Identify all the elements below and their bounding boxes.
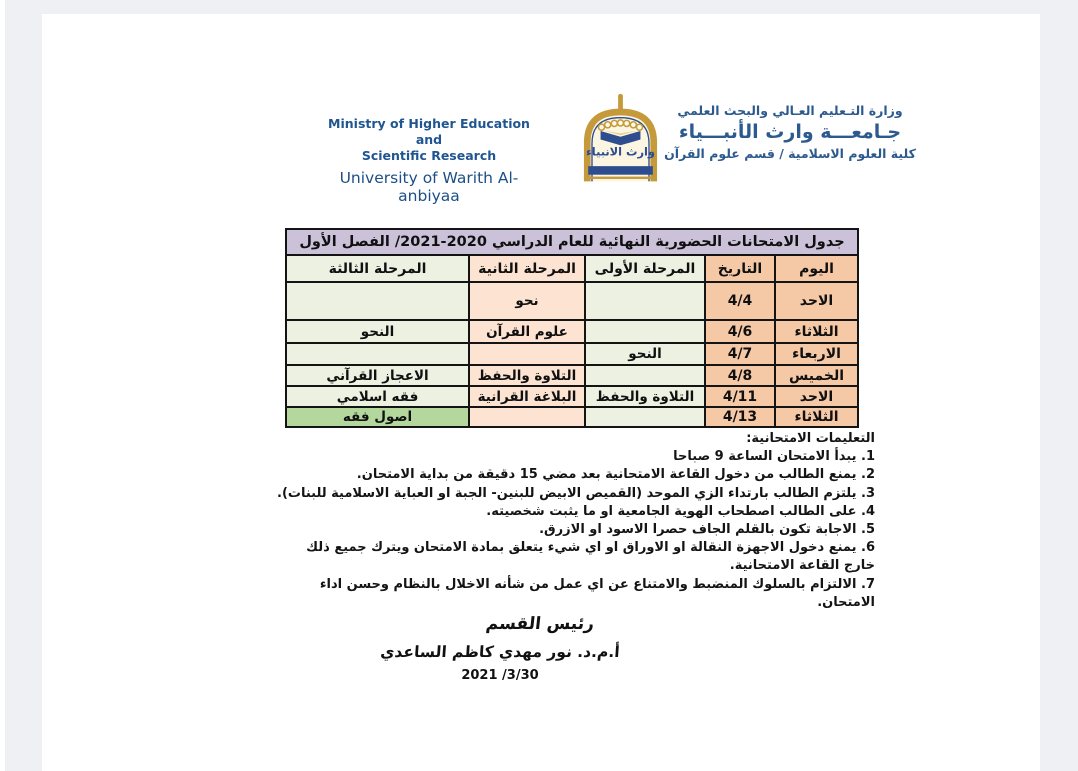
day-cell: الثلاثاء [775,320,858,343]
table-row [286,282,858,320]
day-cell: الثلاثاء [775,407,858,427]
header-english [314,116,544,205]
stage3-cell [286,343,469,365]
col-header-stage3: المرحلة الثالثة [286,255,469,282]
stage1-cell [585,320,705,343]
stage1-cell [585,282,705,320]
day-cell: الاحد [775,386,858,407]
table-row [286,365,858,386]
instruction-item: 1. يبدأ الامتحان الساعة 9 صباحا [673,449,875,465]
viewer-edge-strip [0,0,5,771]
instruction-item: 7. الالتزام بالسلوك المنضبط والامتناع عن اي عمل من شأنه الاخلال بالنظام وحسن اداء الامتحان. [319,576,875,610]
table-row [286,386,858,407]
stage2-cell [469,407,585,427]
date-cell: 4/13 [705,407,775,427]
stage3-cell: الاعجاز القرآني [286,365,469,386]
instruction-item: 2. يمنع الطالب من دخول القاعة الامتحانية بعد مضي 15 دقيقة من بداية الامتحان. [356,467,875,483]
instruction-item: 4. على الطالب اصطحاب الهوية الجامعية او ما يثبت شخصيته. [486,503,875,519]
stage1-cell: التلاوة والحفظ [585,386,705,407]
day-cell: الاحد [775,282,858,320]
stage3-cell [286,282,469,320]
ministry-name-en-line2: Scientific Research [361,148,497,163]
svg-text:وارث الانبياء: وارث الانبياء [585,144,656,159]
signature-block [380,614,620,683]
ministry-name-ar: وزارة التـعليم العـالي والبحث العلمي [677,103,903,118]
college-department-ar: كلية العلوم الاسلامية / قسم علوم القرآن [664,146,916,161]
instruction-item: 6. يمنع دخول الاجهزة النقالة او الاوراق او اي شيء يتعلق بمادة الامتحان ويترك جميع ذلك خارج القاعة الامتحانية. [306,540,875,574]
table-row [286,407,858,427]
day-cell: الخميس [775,365,858,386]
instruction-item: 3. يلتزم الطالب بارتداء الزي الموحد (القميص الابيض للبنين- الجبة او العباية الاسلامية للبنات). [277,485,875,501]
date-cell: 4/7 [705,343,775,365]
signature-name: أ.م.د. نور مهدي كاظم الساعدي [379,643,621,661]
stage2-cell: التلاوة والحفظ [469,365,585,386]
signature-date: 2021 /3/30 [461,668,539,683]
header-arabic [654,102,926,162]
col-header-date: التاريخ [705,255,775,282]
ministry-name-en-line1: Ministry of Higher Education and [328,116,530,147]
table-row [286,343,858,365]
date-cell: 4/4 [705,282,775,320]
stage2-cell: نحو [469,282,585,320]
stage1-cell [585,407,705,427]
document-page [42,14,1040,771]
stage3-cell: فقه اسلامي [286,386,469,407]
table-title: جدول الامتحانات الحضورية النهائية للعام الدراسي 2020-2021/ الفصل الأول [286,229,858,255]
stage3-cell: النحو [286,320,469,343]
table-row [286,320,858,343]
stage2-cell: البلاغة القرانية [469,386,585,407]
stage3-cell: اصول فقه [286,407,469,427]
col-header-stage1: المرحلة الأولى [585,255,705,282]
stage1-cell [585,365,705,386]
day-cell: الاربعاء [775,343,858,365]
university-name-ar: جـامعـــة وارث الأنبـــياء [678,121,902,143]
stage2-cell: علوم القرآن [469,320,585,343]
instructions-heading: التعليمات الامتحانية: [746,431,875,446]
col-header-day: اليوم [775,255,858,282]
stage2-cell [469,343,585,365]
university-name-en: University of Warith Al- anbiyaa [339,169,519,205]
date-cell: 4/6 [705,320,775,343]
signature-title: رئيس القسم [484,614,596,634]
date-cell: 4/8 [705,365,775,386]
stage1-cell: النحو [585,343,705,365]
date-cell: 4/11 [705,386,775,407]
col-header-stage2: المرحلة الثانية [469,255,585,282]
exam-instructions [275,430,875,612]
instruction-item: 5. الاجابة تكون بالقلم الجاف حصرا الاسود او الازرق. [539,522,875,538]
exam-schedule-table [285,228,859,428]
